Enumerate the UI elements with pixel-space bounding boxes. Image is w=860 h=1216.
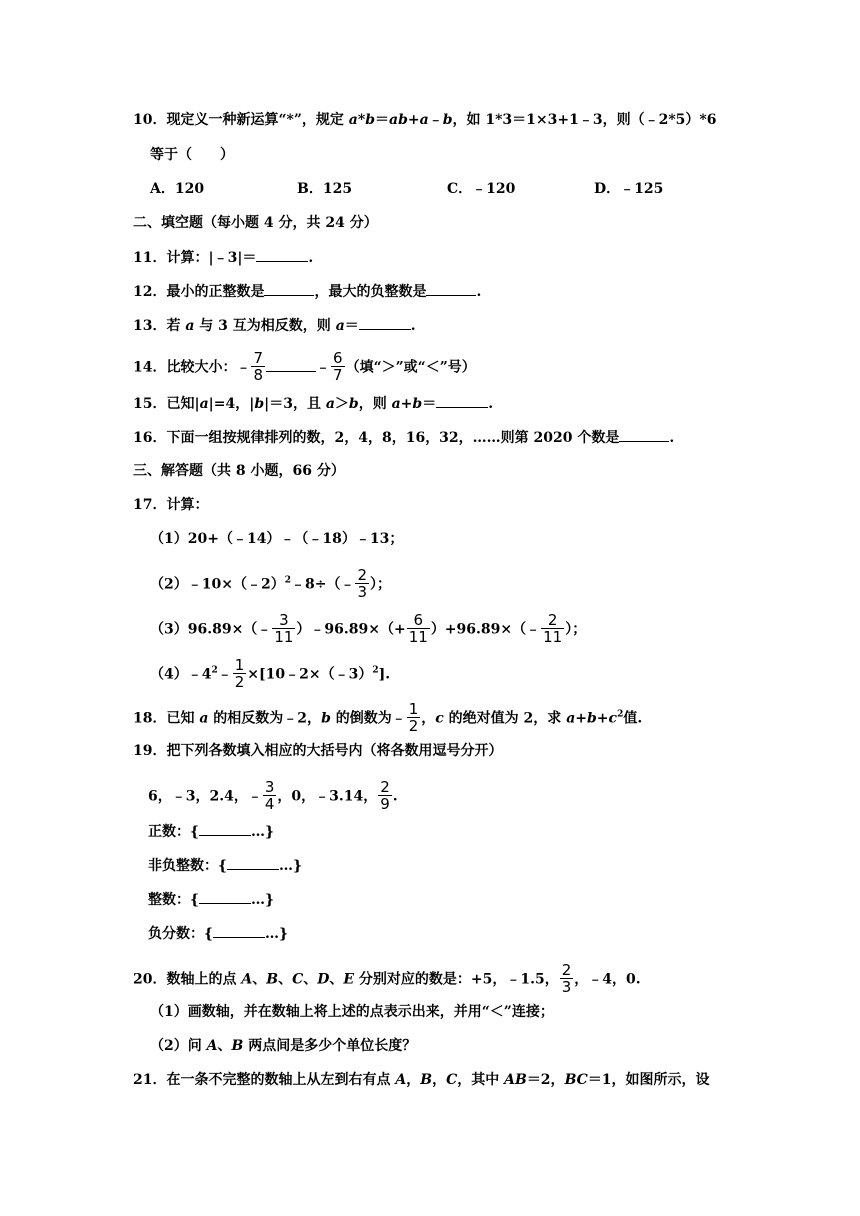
answer-blank bbox=[264, 281, 314, 296]
fraction: $\frac{7}{8}$ bbox=[253, 349, 264, 384]
fraction: $\frac{2}{11}$ bbox=[543, 611, 563, 646]
question-17-part-3: （3）96.89×（﹣ $\frac{3}{11}$ ）﹣96.89×（+ $\frac{6}{11}$ ）+96.89×（﹣ $\frac{2}{11}$ ）； bbox=[150, 611, 587, 646]
question-11: 11．计算：|﹣3|＝ . bbox=[133, 247, 313, 268]
answer-blank bbox=[213, 923, 265, 938]
question-17-part-1: （1）20+（﹣14）﹣（﹣18）﹣13； bbox=[150, 531, 404, 547]
question-20-part-1: （1）画数轴，并在数轴上将上述的点表示出来，并用“＜”连接； bbox=[150, 1004, 554, 1020]
answer-blank bbox=[227, 855, 279, 870]
answer-blank bbox=[359, 315, 411, 330]
question-17-title: 17．计算： bbox=[133, 497, 209, 513]
question-21: 21．在一条不完整的数轴上从左到右有点 A，B，C，其中 AB＝2，BC＝1，如图所示，设 bbox=[133, 1072, 710, 1088]
question-17-part-4: $(4)﹣4^2﹣$ $\frac{1}{2}$ ×[10﹣2×（﹣3）$^2$]. bbox=[150, 656, 391, 691]
question-19-title: 19．把下列各数填入相应的大括号内（将各数用逗号分开） bbox=[133, 743, 503, 759]
answer-blank bbox=[199, 889, 251, 904]
section-2-heading: 二、填空题（每小题 4 分，共 24 分） bbox=[133, 215, 378, 231]
question-13: 13．若 a 与 3 互为相反数，则 a＝ . bbox=[133, 315, 416, 336]
set-non-negative-integer: 非负整数：{ …} bbox=[148, 855, 302, 876]
set-negative-fraction: 负分数：{ …} bbox=[148, 923, 288, 944]
choice-a: A．120 bbox=[150, 181, 205, 197]
fraction: $\frac{2}{9}$ bbox=[380, 778, 390, 813]
question-16: 16．下面一组按规律排列的数，2，4，8，16，32，……则第 2020 个数是 . bbox=[133, 427, 674, 448]
set-positive: 正数：{ …} bbox=[148, 821, 274, 842]
fraction: $\frac{2}{3}$ bbox=[561, 961, 572, 996]
fraction: $\frac{1}{2}$ bbox=[408, 700, 419, 735]
answer-blank bbox=[199, 821, 251, 836]
answer-blank bbox=[619, 427, 669, 442]
set-integer: 整数：{ …} bbox=[148, 889, 274, 910]
fraction: $\frac{3}{4}$ bbox=[264, 778, 275, 813]
question-14: 14．比较大小：﹣ $\frac{7}{8}$ ﹣ $\frac{6}{7}$ （填“＞”或“＜”号） bbox=[133, 349, 476, 384]
question-17-part-2: （2）﹣10×（﹣2）$^2$﹣8÷（﹣ $\frac{2}{3}$ ）； bbox=[150, 566, 391, 601]
question-10-line-2: 等于（ ） bbox=[150, 147, 234, 163]
fraction: $\frac{6}{7}$ bbox=[333, 349, 343, 384]
choice-b: B．125 bbox=[297, 181, 353, 197]
choice-c: C．﹣120 bbox=[447, 181, 516, 197]
question-20-part-2: （2）问 A、B 两点间是多少个单位长度？ bbox=[150, 1038, 417, 1054]
question-12: 12．最小的正整数是 ，最大的负整数是 . bbox=[133, 281, 481, 302]
fraction: $\frac{1}{2}$ bbox=[234, 656, 245, 691]
question-19-numbers: 6，﹣3，2.4，﹣ $\frac{3}{4}$ ，0，﹣3.14， $\frac{2}{9}$ . bbox=[148, 778, 398, 813]
answer-blank bbox=[426, 281, 476, 296]
fraction: $\frac{6}{11}$ bbox=[408, 611, 428, 646]
answer-blank bbox=[266, 357, 316, 372]
question-20: 20．数轴上的点 A、B、C、D、E 分别对应的数是：+5，﹣1.5， $\frac{2}{3}$ ，﹣4，0. bbox=[133, 961, 641, 996]
choice-d: D．﹣125 bbox=[594, 181, 664, 197]
question-10-line-1: 10．现定义一种新运算“*”，规定 a*b＝ab+a﹣b，如 1*3＝1×3+1﹣3，则（﹣2*5）*6 bbox=[133, 112, 717, 128]
answer-blank bbox=[436, 393, 488, 408]
answer-blank bbox=[256, 247, 308, 262]
fraction: $\frac{3}{11}$ bbox=[274, 611, 294, 646]
section-3-heading: 三、解答题（共 8 小题，66 分） bbox=[133, 463, 345, 479]
question-15: 15．已知|a|=4，|b|＝3，且 a＞b，则 a+b＝ . bbox=[133, 393, 493, 414]
question-18: 18．已知 a 的相反数为﹣2，b 的倒数为﹣ $\frac{1}{2}$ ，c 的绝对值为 2，求 $a+b+c^2$值. bbox=[133, 700, 643, 735]
fraction: $\frac{2}{3}$ bbox=[357, 566, 367, 601]
